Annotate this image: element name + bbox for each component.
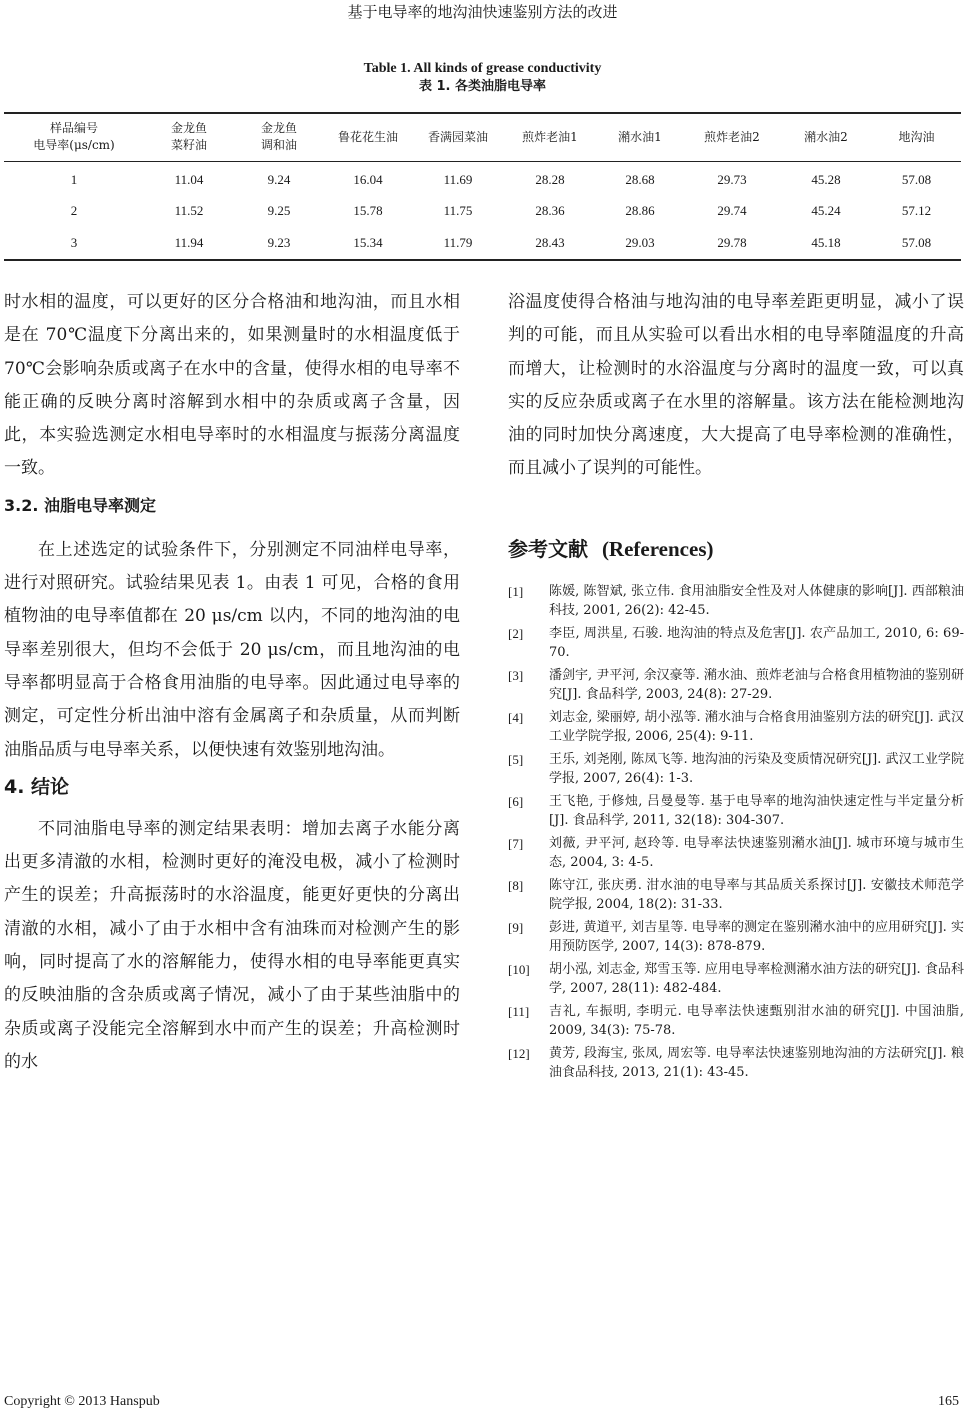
reference-number: [5] — [508, 751, 524, 767]
header-line: 菜籽油 — [170, 138, 207, 153]
table-row — [4, 161, 961, 194]
header-sample-id — [4, 113, 144, 161]
reference-text: 陈媛, 陈智斌, 张立伟. 食用油脂安全性及对人体健康的影响[J]. 西部粮油科技, 2001, 26(2): 42-45. — [549, 583, 964, 618]
reference-number: [8] — [508, 877, 524, 893]
reference-number: [12] — [508, 1045, 530, 1061]
body-paragraph: 在上述选定的试验条件下，分别测定不同油样电导率，进行对照研究。试验结果见表 1。由表 1 可见，合格的食用植物油的电导率值都在 20 μs/cm 以内，不同的地沟油的电导率差别很大，但均不会低于 20 μs/cm，而且地沟油的电导率都明显高于合格食用油脂的电导率。因此通过电导率的测定，可定性分析出油中溶有金属离子和杂质量，从而判断油脂品质与电导率关系，以便快速有效鉴别地沟油。 — [4, 539, 460, 760]
table-cell: 28.36 — [535, 202, 565, 218]
table-cell: 57.12 — [901, 202, 932, 218]
reference-text: 刘志金, 梁丽婷, 胡小泓等. 潲水油与合格食用油鉴别方法的研究[J]. 武汉工业学院学报, 2006, 25(4): 9-11. — [549, 709, 964, 744]
section-heading-3-2: 3.2. 油脂电导率测定 — [4, 495, 156, 515]
right-column — [508, 286, 964, 1086]
reference-number: [7] — [508, 835, 524, 851]
reference-text: 彭进, 黄道平, 刘吉星等. 电导率的测定在鉴别潲水油中的应用研究[J]. 实用预防医学, 2007, 14(3): 878-879. — [549, 919, 964, 954]
reference-item — [508, 876, 964, 914]
table-cell: 1 — [70, 171, 78, 187]
header-line: 调和油 — [260, 138, 297, 153]
table-cell: 28.28 — [535, 171, 565, 187]
table-cell: 11.04 — [174, 171, 204, 187]
header-jinlongyu-rapeseed — [144, 113, 234, 161]
section-heading-4: 4. 结论 — [4, 775, 70, 798]
reference-number: [6] — [508, 793, 524, 809]
reference-item — [508, 624, 964, 662]
page-number: 165 — [938, 1394, 959, 1409]
reference-number: [4] — [508, 709, 524, 725]
reference-number: [3] — [508, 667, 524, 683]
table-cell: 29.73 — [717, 171, 747, 187]
header-swill-oil-2: 潲水油2 — [780, 113, 872, 161]
reference-item — [508, 792, 964, 830]
table-caption-zh: 表 1. 各类油脂电导率 — [418, 79, 547, 94]
table-cell: 57.08 — [901, 171, 932, 187]
references-heading-zh: 参考文献 — [508, 536, 588, 561]
reference-number: [2] — [508, 625, 524, 641]
table-cell: 45.28 — [811, 171, 841, 187]
reference-number: [1] — [508, 583, 524, 599]
table-cell: 45.24 — [811, 202, 841, 218]
reference-item — [508, 960, 964, 998]
reference-item — [508, 1044, 964, 1082]
header-xiangmanyuan: 香满园菜油 — [412, 113, 504, 161]
table-header-row — [4, 113, 961, 161]
reference-item — [508, 1002, 964, 1040]
body-paragraph: 不同油脂电导率的测定结果表明：增加去离子水能分离出更多清澈的水相，检测时更好的淹没电极，减小了检测时产生的误差；升高振荡时的水浴温度，能更好更快的分离出清澈的水相，减小了由于水相中含有油珠而对检测产生的影响，同时提高了水的溶解能力，使得水相的电导率能更真实的反映油脂的含杂质或离子情况，减小了由于某些油脂中的杂质或离子没能完全溶解到水中而产生的误差；升高检测时的水 — [4, 818, 460, 1072]
table-cell: 29.03 — [596, 227, 684, 260]
table-cell: 28.68 — [625, 171, 655, 187]
table-cell: 11.52 — [174, 202, 204, 218]
header-line: 样品编号 — [49, 121, 98, 136]
reference-text: 刘薇, 尹平河, 赵玲等. 电导率法快速鉴别潲水油[J]. 城市环境与城市生态, 2004, 3: 4-5. — [549, 835, 964, 870]
reference-text: 吉礼, 车振明, 李明元. 电导率法快速甄别泔水油的研究[J]. 中国油脂, 2009, 34(3): 75-78. — [549, 1003, 964, 1038]
header-swill-oil-1: 潲水油1 — [596, 113, 684, 161]
body-paragraph: 浴温度使得合格油与地沟油的电导率差距更明显，减小了误判的可能，而且从实验可以看出水相的电导率随温度的升高而增大，让检测时的水浴温度与分离时的温度一致，可以真实的反应杂质或离子在水里的溶解量。该方法在能检测地沟油的同时加快分离速度，大大提高了电导率检测的准确性，而且减小了误判的可能性。 — [508, 292, 964, 479]
table-cell: 11.79 — [412, 227, 504, 260]
reference-item — [508, 708, 964, 746]
header-frying-oil-1: 煎炸老油1 — [504, 113, 596, 161]
references-heading — [508, 536, 964, 562]
left-column — [4, 286, 460, 1079]
header-jinlongyu-blend — [234, 113, 324, 161]
header-line: 金龙鱼 — [170, 121, 207, 136]
header-line: 金龙鱼 — [260, 121, 297, 136]
header-line: 电导率(μs/cm) — [33, 138, 115, 153]
reference-item — [508, 666, 964, 704]
table-cell: 9.24 — [267, 171, 291, 187]
table-cell: 3 — [4, 227, 144, 260]
reference-number: [9] — [508, 919, 524, 935]
reference-text: 陈守江, 张庆勇. 泔水油的电导率与其品质关系探讨[J]. 安徽技术师范学院学报, 2004, 18(2): 31-33. — [549, 877, 964, 912]
reference-text: 王飞艳, 于修烛, 吕曼曼等. 基于电导率的地沟油快速定性与半定量分析[J]. 食品科学, 2011, 32(18): 304-307. — [549, 793, 964, 828]
table-cell: 11.94 — [144, 227, 234, 260]
body-paragraph: 时水相的温度，可以更好的区分合格油和地沟油，而且水相是在 70℃温度下分离出来的，如果测量时的水相温度低于 70℃会影响杂质或离子在水中的含量，使得水相的电导率不能正确的反映分离时溶解到水相中的杂质或离子含量，因此，本实验选测定水相电导率时的水相温度与振荡分离温度一致。 — [4, 292, 460, 479]
reference-number: [10] — [508, 961, 530, 977]
reference-item — [508, 750, 964, 788]
table-cell: 29.78 — [684, 227, 780, 260]
conductivity-table — [4, 112, 961, 261]
reference-item — [508, 918, 964, 956]
table-cell: 2 — [70, 202, 78, 218]
running-header: 基于电导率的地沟油快速鉴别方法的改进 — [347, 3, 618, 21]
reference-text: 王乐, 刘尧刚, 陈凤飞等. 地沟油的污染及变质情况研究[J]. 武汉工业学院学报, 2007, 26(4): 1-3. — [549, 751, 964, 786]
table-row — [4, 194, 961, 227]
table-row — [4, 227, 961, 260]
reference-number: [11] — [508, 1003, 530, 1019]
table-cell: 15.78 — [353, 202, 383, 218]
reference-item — [508, 582, 964, 620]
reference-text: 李臣, 周洪星, 石骏. 地沟油的特点及危害[J]. 农产品加工, 2010, 6: 69-70. — [549, 625, 964, 660]
table-cell: 9.23 — [234, 227, 324, 260]
table-cell: 29.74 — [717, 202, 747, 218]
table-cell: 11.69 — [443, 171, 473, 187]
table-caption-en: Table 1. All kinds of grease conductivity — [363, 61, 602, 76]
table-cell: 11.75 — [443, 202, 473, 218]
table-cell: 45.18 — [780, 227, 872, 260]
footer-copyright: Copyright © 2013 Hanspub — [4, 1394, 160, 1409]
table-cell: 15.34 — [324, 227, 412, 260]
header-frying-oil-2: 煎炸老油2 — [684, 113, 780, 161]
reference-item — [508, 834, 964, 872]
reference-text: 潘剑宇, 尹平河, 余汉豪等. 潲水油、煎炸老油与合格食用植物油的鉴别研究[J]. 食品科学, 2003, 24(8): 27-29. — [549, 667, 964, 702]
table-cell: 57.08 — [872, 227, 961, 260]
table-cell: 16.04 — [353, 171, 383, 187]
header-gutter-oil: 地沟油 — [872, 113, 961, 161]
reference-text: 黄芳, 段海宝, 张凤, 周宏等. 电导率法快速鉴别地沟油的方法研究[J]. 粮油食品科技, 2013, 21(1): 43-45. — [549, 1045, 964, 1080]
references-heading-en: (References) — [601, 536, 714, 561]
table-cell: 28.43 — [504, 227, 596, 260]
table-cell: 9.25 — [267, 202, 291, 218]
header-luhua-peanut: 鲁花花生油 — [324, 113, 412, 161]
table-cell: 28.86 — [625, 202, 655, 218]
reference-text: 胡小泓, 刘志金, 郑雪玉等. 应用电导率检测潲水油方法的研究[J]. 食品科学, 2007, 28(11): 482-484. — [549, 961, 964, 996]
reference-list — [508, 582, 964, 1082]
